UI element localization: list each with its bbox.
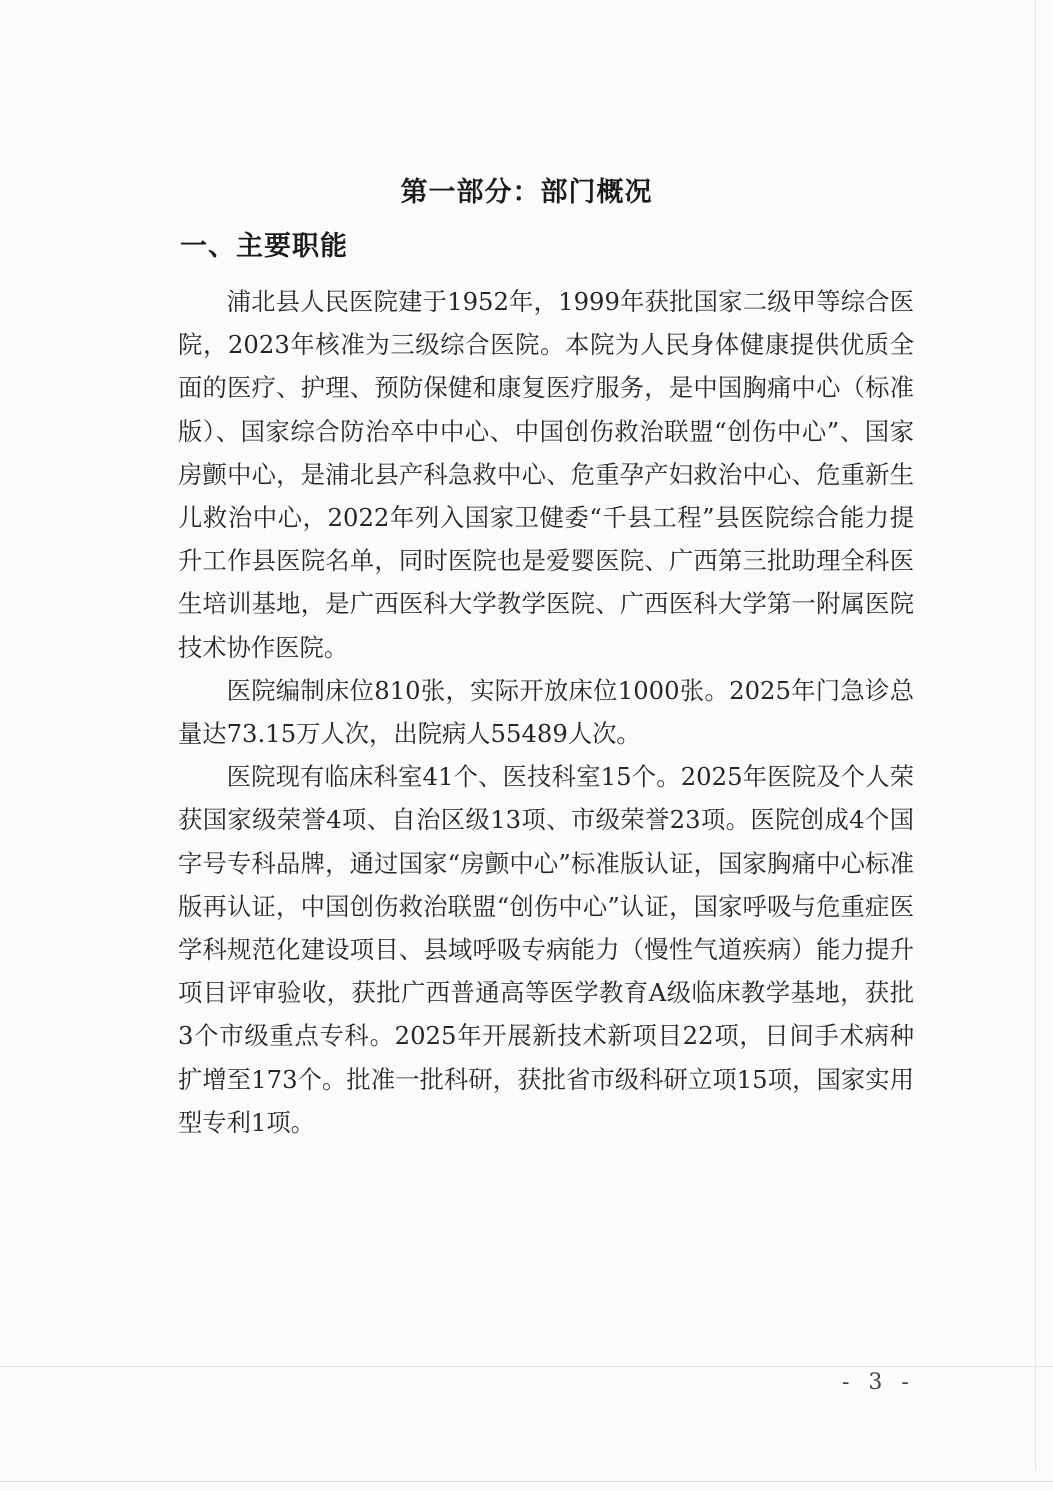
page-title: 第一部分：部门概况: [400, 177, 653, 208]
section-heading: 一、主要职能: [180, 231, 348, 262]
scan-bottom-line: [0, 1481, 1053, 1482]
body-text: [178, 280, 914, 1144]
paragraph-beds-visits: 医院编制床位810张，实际开放床位1000张。2025年门急诊总量达73.15万人次，出院病人55489人次。: [178, 675, 914, 749]
footer-divider: [0, 1366, 1053, 1367]
page-number: - 3 -: [842, 1370, 915, 1395]
paragraph-departments-honors: 医院现有临床科室41个、医技科室15个。2025年医院及个人荣获国家级荣誉4项、自治区级13项、市级荣誉23项。医院创成4个国字号专科品牌，通过国家“房颤中心”标准版认证，国家胸痛中心标准版再认证，中国创伤救治联盟“创伤中心”认证，国家呼吸与危重症医学科规范化建设项目、县域呼吸专病能力（慢性气道疾病）能力提升项目评审验收，获批广西普通高等医学教育A级临床教学基地，获批3个市级重点专科。2025年开展新技术新项目22项，日间手术病种扩增至173个。批准一批科研，获批省市级科研立项15项，国家实用型专利1项。: [178, 762, 914, 1137]
paragraph-overview: 浦北县人民医院建于1952年，1999年获批国家二级甲等综合医院，2023年核准为三级综合医院。本院为人民身体健康提供优质全面的医疗、护理、预防保健和康复医疗服务，是中国胸痛中心（标准版）、国家综合防治卒中中心、中国创伤救治联盟“创伤中心”、国家房颤中心，是浦北县产科急救中心、危重孕产妇救治中心、危重新生儿救治中心，2022年列入国家卫健委“千县工程”县医院综合能力提升工作县医院名单，同时医院也是爱婴医院、广西第三批助理全科医生培训基地，是广西医科大学教学医院、广西医科大学第一附属医院技术协作医院。: [178, 287, 914, 662]
scan-edge-line: [1035, 0, 1036, 1470]
